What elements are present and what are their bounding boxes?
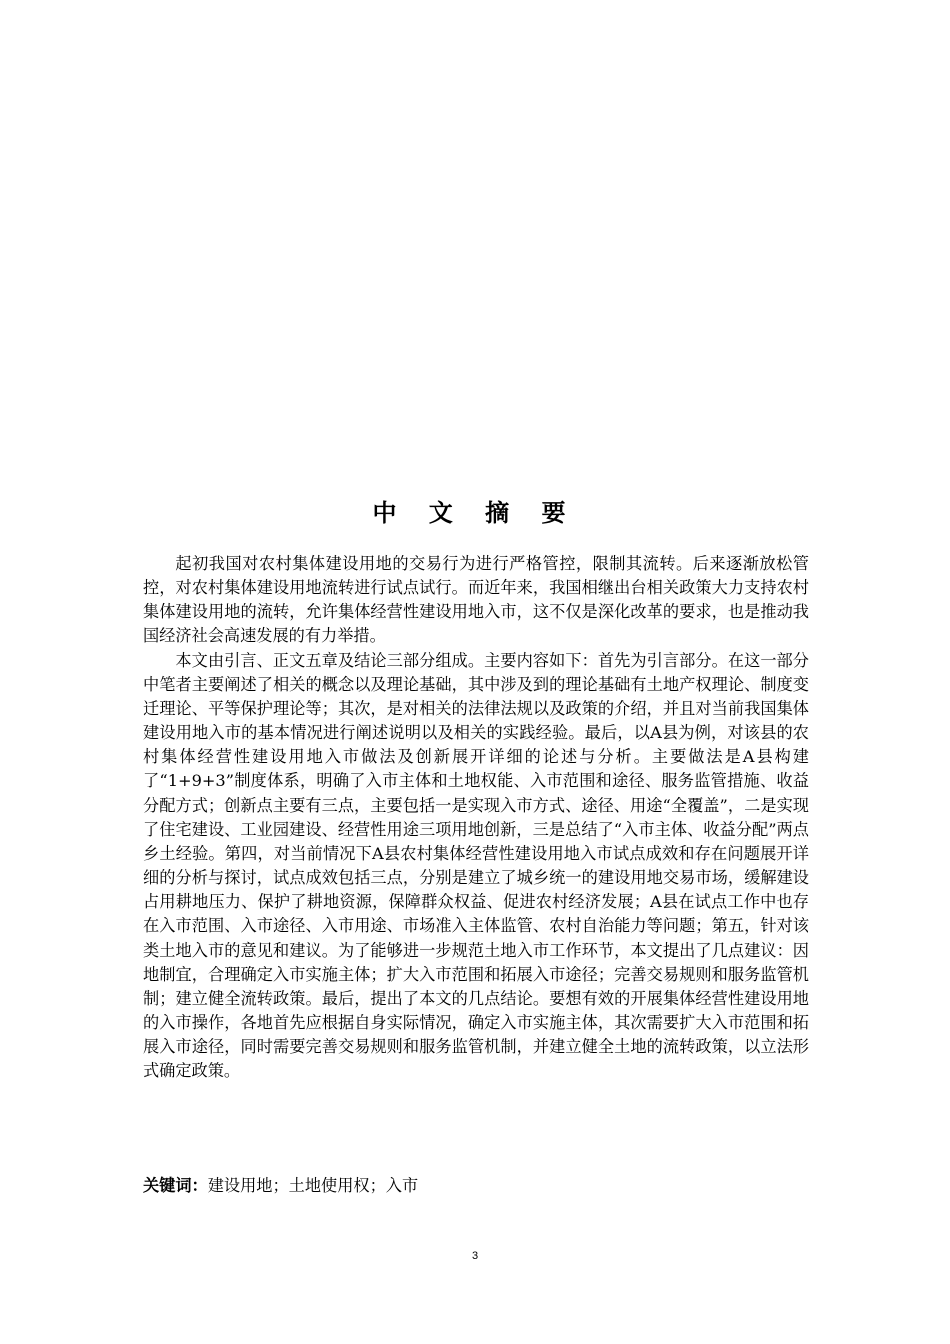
keywords-value: 建设用地；土地使用权；入市 [207, 1176, 419, 1195]
abstract-paragraph-1: 起初我国对农村集体建设用地的交易行为进行严格管控，限制其流转。后来逐渐放松管控，对农村集体建设用地流转进行试点试行。而近年来，我国相继出台相关政策大力支持农村集体建设用地的流转，允许集体经营性建设用地入市，这不仅是深化改革的要求，也是推动我国经济社会高速发展的有力举措。 [143, 554, 809, 646]
keywords-label: 关键词： [143, 1176, 208, 1195]
abstract-paragraph-2: 本文由引言、正文五章及结论三部分组成。主要内容如下：首先为引言部分。在这一部分中笔者主要阐述了相关的概念以及理论基础，其中涉及到的理论基础有土地产权理论、制度变迁理论、平等保护理论等；其次，是对相关的法律法规以及政策的介绍，并且对当前我国集体建设用地入市的基本情况进行阐述说明以及相关的实践经验。最后，以A县为例，对该县的农村集体经营性建设用地入市做法及创新展开详细的论述与分析。主要做法是A县构建了“1+9+3”制度体系，明确了入市主体和土地权能、入市范围和途径、服务监管措施、收益分配方式；创新点主要有三点，主要包括一是实现入市方式、途径、用途“全覆盖”，二是实现了住宅建设、工业园建设、经营性用途三项用地创新，三是总结了“入市主体、收益分配”两点乡土经验。第四，对当前情况下A县农村集体经营性建设用地入市试点成效和存在问题展开详细的分析与探讨，试点成效包括三点，分别是建立了城乡统一的建设用地交易市场，缓解建设占用耕地压力、保护了耕地资源，保障群众权益、促进农村经济发展；A县在试点工作中也存在入市范围、入市途径、入市用途、市场准入主体监管、农村自治能力等问题；第五，针对该类土地入市的意见和建议。为了能够进一步规范土地入市工作环节，本文提出了几点建议：因地制宜，合理确定入市实施主体；扩大入市范围和拓展入市途径；完善交易规则和服务监管机制；建立健全流转政策。最后，提出了本文的几点结论。要想有效的开展集体经营性建设用地的入市操作，各地首先应根据自身实际情况，确定入市实施主体，其次需要扩大入市范围和拓展入市途径，同时需要完善交易规则和服务监管机制，并建立健全土地的流转政策，以立法形式确定政策。 [143, 650, 809, 1081]
page-number: 3 [471, 1250, 479, 1262]
page-title: 中 文 摘 要 [372, 499, 578, 527]
keywords-line [143, 1174, 809, 1198]
abstract-body [143, 552, 809, 1083]
